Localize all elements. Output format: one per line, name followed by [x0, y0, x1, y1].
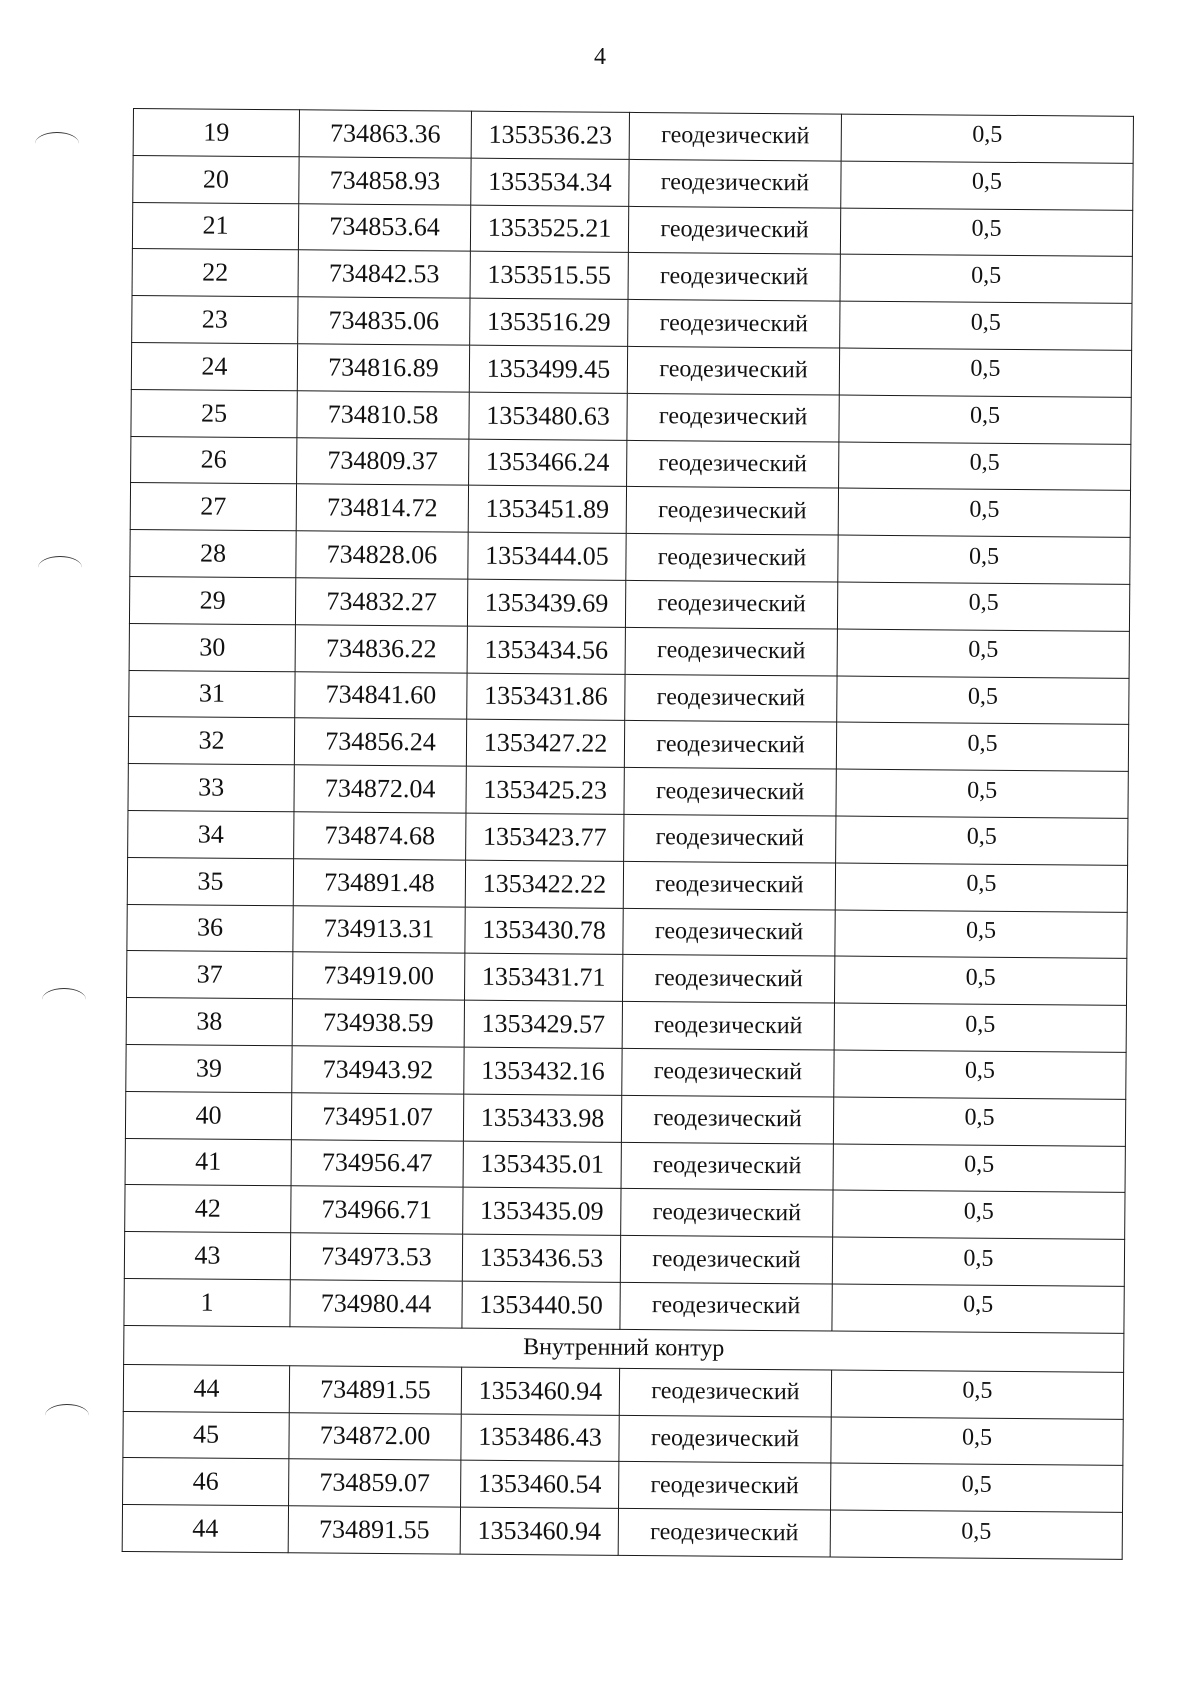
y-coordinate-cell: 1353425.23 [466, 766, 624, 814]
punch-hole-mark [38, 556, 82, 579]
method-cell: геодезический [628, 300, 840, 348]
accuracy-cell: 0,5 [832, 1237, 1124, 1286]
y-coordinate-cell: 1353536.23 [471, 111, 629, 159]
accuracy-cell: 0,5 [840, 208, 1132, 257]
method-cell: геодезический [621, 1142, 833, 1190]
x-coordinate-cell: 734841.60 [295, 671, 467, 719]
x-coordinate-cell: 734835.06 [298, 297, 470, 345]
point-number-cell: 37 [127, 951, 293, 999]
point-number-cell: 41 [125, 1138, 291, 1186]
x-coordinate-cell: 734872.00 [289, 1412, 461, 1460]
accuracy-cell: 0,5 [830, 1510, 1122, 1559]
x-coordinate-cell: 734859.07 [289, 1459, 461, 1507]
accuracy-cell: 0,5 [836, 722, 1128, 771]
table-row [123, 1458, 1123, 1513]
method-cell: геодезический [622, 955, 834, 1003]
point-number-cell: 46 [123, 1458, 289, 1506]
point-number-cell: 23 [132, 296, 298, 344]
point-number-cell: 36 [127, 904, 293, 952]
page-number: 4 [594, 44, 606, 70]
method-cell: геодезический [619, 1368, 831, 1416]
point-number-cell: 1 [124, 1278, 290, 1326]
table-row [126, 1044, 1126, 1099]
point-number-cell: 35 [127, 857, 293, 905]
y-coordinate-cell: 1353430.78 [465, 907, 623, 955]
y-coordinate-cell: 1353444.05 [468, 532, 626, 580]
y-coordinate-cell: 1353460.94 [461, 1367, 619, 1415]
method-cell: геодезический [628, 206, 840, 254]
x-coordinate-cell: 734828.06 [296, 531, 468, 579]
y-coordinate-cell: 1353436.53 [462, 1234, 620, 1282]
y-coordinate-cell: 1353515.55 [470, 252, 628, 300]
y-coordinate-cell: 1353434.56 [467, 626, 625, 674]
x-coordinate-cell: 734919.00 [293, 952, 465, 1000]
y-coordinate-cell: 1353516.29 [470, 298, 628, 346]
method-cell: геодезический [619, 1415, 831, 1463]
table-row [127, 857, 1127, 912]
table-row [131, 342, 1131, 397]
x-coordinate-cell: 734842.53 [298, 250, 470, 298]
y-coordinate-cell: 1353534.34 [471, 158, 629, 206]
point-number-cell: 25 [131, 389, 297, 437]
x-coordinate-cell: 734956.47 [291, 1139, 463, 1187]
method-cell: геодезический [623, 861, 835, 909]
table-row [125, 1138, 1125, 1193]
x-coordinate-cell: 734816.89 [297, 344, 469, 392]
method-cell: геодезический [629, 112, 841, 160]
x-coordinate-cell: 734891.48 [293, 859, 465, 907]
method-cell: геодезический [618, 1508, 830, 1556]
accuracy-cell: 0,5 [835, 863, 1127, 912]
y-coordinate-cell: 1353431.71 [465, 953, 623, 1001]
accuracy-cell: 0,5 [838, 535, 1130, 584]
point-number-cell: 33 [128, 764, 294, 812]
accuracy-cell: 0,5 [841, 161, 1133, 210]
accuracy-cell: 0,5 [832, 1284, 1124, 1333]
method-cell: геодезический [622, 1002, 834, 1050]
table-row [123, 1411, 1123, 1466]
point-number-cell: 38 [126, 998, 292, 1046]
method-cell: геодезический [626, 534, 838, 582]
y-coordinate-cell: 1353486.43 [461, 1414, 619, 1462]
y-coordinate-cell: 1353525.21 [470, 205, 628, 253]
x-coordinate-cell: 734874.68 [294, 812, 466, 860]
y-coordinate-cell: 1353423.77 [466, 813, 624, 861]
method-cell: геодезический [629, 159, 841, 207]
x-coordinate-cell: 734913.31 [293, 905, 465, 953]
method-cell: геодезический [625, 627, 837, 675]
table-row [129, 670, 1129, 725]
y-coordinate-cell: 1353460.94 [460, 1507, 618, 1555]
method-cell: геодезический [627, 393, 839, 441]
method-cell: геодезический [621, 1095, 833, 1143]
y-coordinate-cell: 1353451.89 [468, 486, 626, 534]
x-coordinate-cell: 734836.22 [295, 625, 467, 673]
accuracy-cell: 0,5 [841, 114, 1133, 163]
point-number-cell: 34 [128, 810, 294, 858]
coordinates-table-container [122, 108, 1133, 1560]
point-number-cell: 28 [130, 530, 296, 578]
y-coordinate-cell: 1353432.16 [464, 1047, 622, 1095]
table-row [128, 717, 1128, 772]
x-coordinate-cell: 734853.64 [298, 203, 470, 251]
method-cell: геодезический [626, 487, 838, 535]
point-number-cell: 19 [133, 109, 299, 157]
method-cell: геодезический [625, 580, 837, 628]
y-coordinate-cell: 1353433.98 [463, 1094, 621, 1142]
method-cell: геодезический [619, 1462, 831, 1510]
y-coordinate-cell: 1353480.63 [469, 392, 627, 440]
table-row [125, 1185, 1125, 1240]
point-number-cell: 45 [123, 1411, 289, 1459]
accuracy-cell: 0,5 [836, 769, 1128, 818]
inner-contour-rows [122, 1364, 1123, 1559]
table-row [129, 623, 1129, 678]
x-coordinate-cell: 734863.36 [299, 110, 471, 158]
point-number-cell: 22 [132, 249, 298, 297]
accuracy-cell: 0,5 [837, 629, 1129, 678]
table-row [133, 155, 1133, 210]
accuracy-cell: 0,5 [840, 301, 1132, 350]
y-coordinate-cell: 1353427.22 [466, 719, 624, 767]
table-row [130, 530, 1130, 585]
point-number-cell: 44 [122, 1505, 288, 1553]
accuracy-cell: 0,5 [834, 956, 1126, 1005]
point-number-cell: 43 [124, 1232, 290, 1280]
point-number-cell: 44 [123, 1364, 289, 1412]
y-coordinate-cell: 1353440.50 [462, 1281, 620, 1329]
method-cell: геодезический [625, 674, 837, 722]
point-number-cell: 39 [126, 1044, 292, 1092]
method-cell: геодезический [624, 814, 836, 862]
table-row [128, 810, 1128, 865]
x-coordinate-cell: 734858.93 [299, 157, 471, 205]
table-row [127, 951, 1127, 1006]
point-number-cell: 31 [129, 670, 295, 718]
y-coordinate-cell: 1353435.01 [463, 1141, 621, 1189]
x-coordinate-cell: 734856.24 [294, 718, 466, 766]
y-coordinate-cell: 1353460.54 [461, 1460, 619, 1508]
point-number-cell: 26 [131, 436, 297, 484]
point-number-cell: 21 [132, 202, 298, 250]
method-cell: геодезический [627, 440, 839, 488]
accuracy-cell: 0,5 [839, 348, 1131, 397]
method-cell: геодезический [620, 1235, 832, 1283]
accuracy-cell: 0,5 [837, 582, 1129, 631]
table-row [124, 1232, 1124, 1287]
y-coordinate-cell: 1353435.09 [463, 1187, 621, 1235]
table-row [123, 1364, 1123, 1419]
x-coordinate-cell: 734980.44 [290, 1280, 462, 1328]
table-row [132, 202, 1132, 257]
accuracy-cell: 0,5 [833, 1190, 1125, 1239]
x-coordinate-cell: 734814.72 [296, 484, 468, 532]
x-coordinate-cell: 734809.37 [297, 437, 469, 485]
x-coordinate-cell: 734832.27 [295, 578, 467, 626]
table-row [132, 296, 1132, 351]
accuracy-cell: 0,5 [839, 442, 1131, 491]
table-row [131, 389, 1131, 444]
table-row [133, 109, 1133, 164]
point-number-cell: 27 [130, 483, 296, 531]
method-cell: геодезический [628, 253, 840, 301]
accuracy-cell: 0,5 [837, 676, 1129, 725]
point-number-cell: 30 [129, 623, 295, 671]
y-coordinate-cell: 1353431.86 [467, 673, 625, 721]
accuracy-cell: 0,5 [839, 395, 1131, 444]
y-coordinate-cell: 1353466.24 [469, 439, 627, 487]
y-coordinate-cell: 1353499.45 [469, 345, 627, 393]
y-coordinate-cell: 1353429.57 [464, 1000, 622, 1048]
outer-contour-rows [124, 109, 1134, 1334]
accuracy-cell: 0,5 [831, 1463, 1123, 1512]
x-coordinate-cell: 734951.07 [291, 1093, 463, 1141]
table-row [125, 1091, 1125, 1146]
method-cell: геодезический [621, 1189, 833, 1237]
section-title: Внутренний контур [124, 1325, 1124, 1372]
method-cell: геодезический [620, 1282, 832, 1330]
point-number-cell: 20 [133, 155, 299, 203]
x-coordinate-cell: 734943.92 [292, 1046, 464, 1094]
x-coordinate-cell: 734966.71 [291, 1186, 463, 1234]
y-coordinate-cell: 1353422.22 [465, 860, 623, 908]
table-row [128, 764, 1128, 819]
y-coordinate-cell: 1353439.69 [467, 579, 625, 627]
accuracy-cell: 0,5 [838, 488, 1130, 537]
x-coordinate-cell: 734891.55 [288, 1506, 460, 1554]
x-coordinate-cell: 734872.04 [294, 765, 466, 813]
method-cell: геодезический [627, 346, 839, 394]
accuracy-cell: 0,5 [834, 1050, 1126, 1099]
accuracy-cell: 0,5 [833, 1097, 1125, 1146]
method-cell: геодезический [623, 908, 835, 956]
accuracy-cell: 0,5 [834, 1003, 1126, 1052]
table-row [130, 483, 1130, 538]
point-number-cell: 40 [125, 1091, 291, 1139]
punch-hole-mark [35, 132, 79, 155]
accuracy-cell: 0,5 [831, 1417, 1123, 1466]
accuracy-cell: 0,5 [835, 910, 1127, 959]
punch-hole-mark [42, 988, 86, 1011]
x-coordinate-cell: 734973.53 [290, 1233, 462, 1281]
point-number-cell: 42 [125, 1185, 291, 1233]
x-coordinate-cell: 734810.58 [297, 391, 469, 439]
method-cell: геодезический [624, 721, 836, 769]
punch-hole-mark [45, 1404, 89, 1427]
coordinates-table [122, 108, 1134, 1560]
table-row [132, 249, 1132, 304]
accuracy-cell: 0,5 [836, 816, 1128, 865]
accuracy-cell: 0,5 [831, 1370, 1123, 1419]
point-number-cell: 24 [131, 342, 297, 390]
table-row [124, 1278, 1124, 1333]
method-cell: геодезический [624, 768, 836, 816]
table-row [122, 1505, 1122, 1560]
x-coordinate-cell: 734891.55 [289, 1365, 461, 1413]
accuracy-cell: 0,5 [840, 254, 1132, 303]
table-row [129, 576, 1129, 631]
table-row [126, 998, 1126, 1053]
x-coordinate-cell: 734938.59 [292, 999, 464, 1047]
point-number-cell: 32 [128, 717, 294, 765]
point-number-cell: 29 [129, 576, 295, 624]
table-row [131, 436, 1131, 491]
method-cell: геодезический [622, 1048, 834, 1096]
table-row [127, 904, 1127, 959]
accuracy-cell: 0,5 [833, 1144, 1125, 1193]
